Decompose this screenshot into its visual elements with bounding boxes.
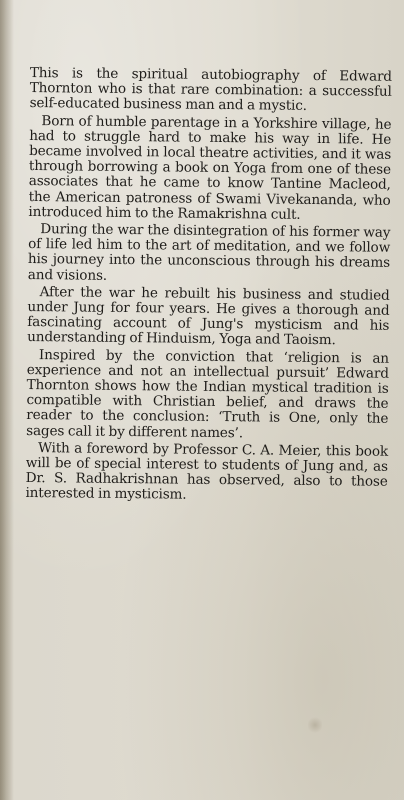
blurb-paragraph-foreword: With a foreword by Professor C. A. Meier, this book will be of special interest to students of Jung and, as Dr. S. Radhakrishnan has observed, also to those interested in mysticism. [25, 439, 389, 504]
book-description [25, 66, 392, 507]
blurb-paragraph-jung: After the war he rebuilt his business and studied under Jung for four years. He gives a thorough and fascinating account of Jung's mysticism and his understanding of Hinduism, Yoga and Taoism. [27, 283, 390, 349]
blurb-paragraph-background: Born of humble parentage in a Yorkshire village, he had to struggle hard to make his way in life. He became involved in local theatre activities, and it was through borrowing a book on Yoga from one of these associates that he came to know Tantine Macleod, the American patroness of Swami Vivekananda, who introduced him to the Ramakrishna cult. [28, 112, 392, 223]
paper-smudge [308, 716, 322, 734]
blurb-paragraph-war-meditation: During the war the disintegration of his former way of life led him to the art of meditation, and we follow his journey into the unconscious through his dreams and visions. [27, 221, 391, 284]
blurb-paragraph-conviction: Inspired by the conviction that ‘religion is an experience and not an intellectual pursuit’ Edward Thornton shows how the Indian mystical tradition is compatible with Christian belief, and draws the reader to the conclusion: ‘Truth is One, only the sages call it by different names’. [26, 346, 390, 441]
blurb-paragraph-intro: This is the spiritual autobiography of Edward Thornton who is that rare combination: a successful self-educated business man and a mystic. [29, 65, 392, 115]
spine-shadow [0, 0, 14, 800]
